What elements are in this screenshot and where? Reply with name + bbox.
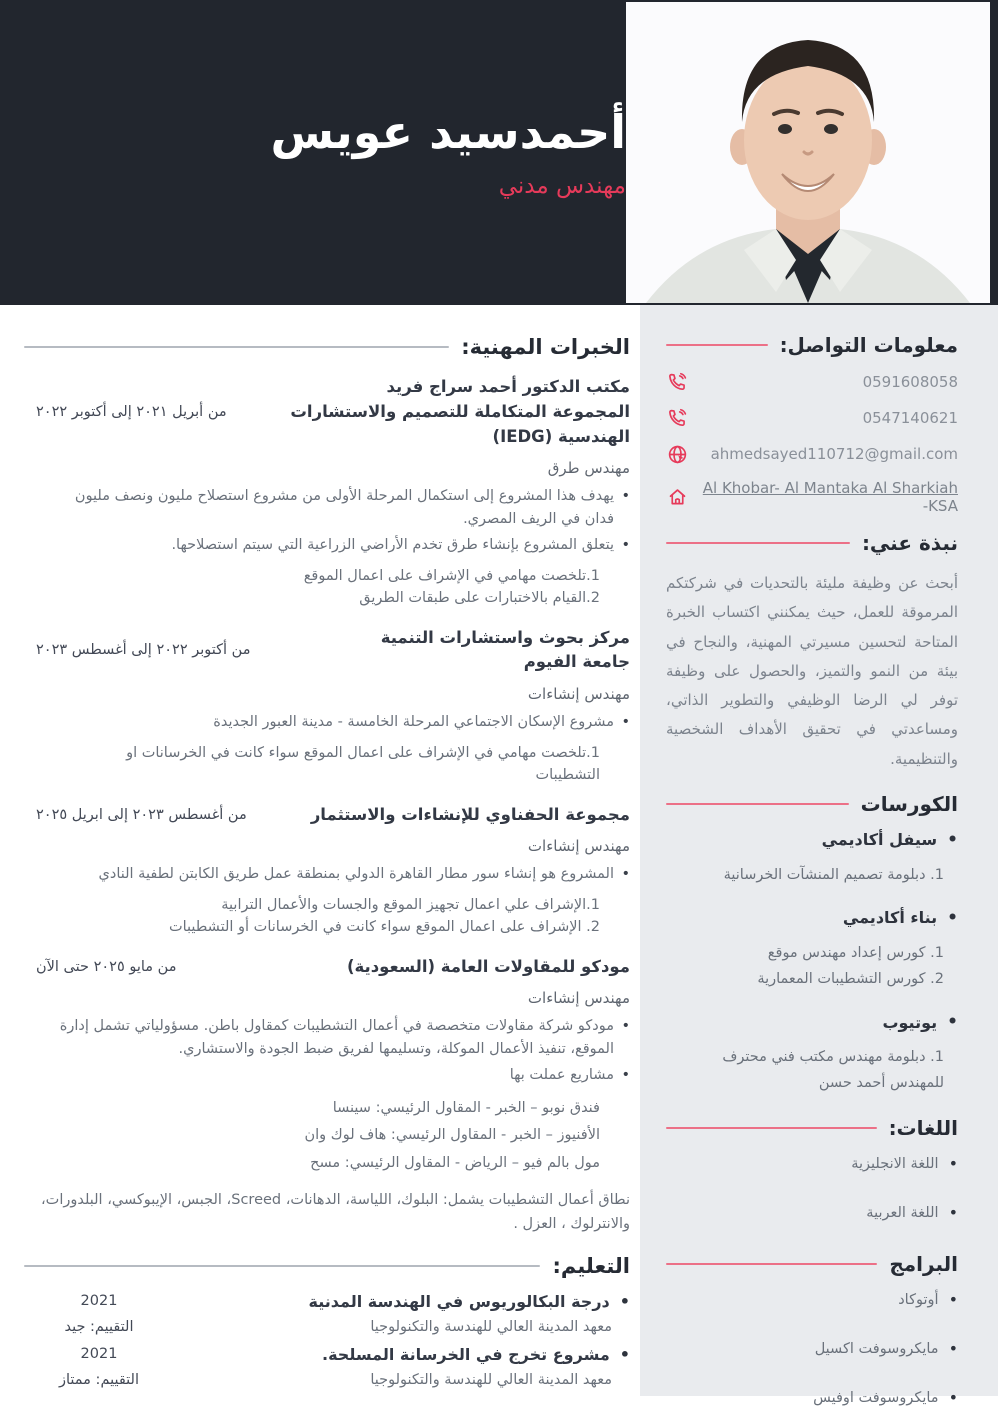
- degree-year: 2021: [80, 1346, 118, 1363]
- heading-rule: [666, 1263, 877, 1265]
- job-company: [311, 803, 630, 828]
- course-item: 1. دبلومة تصميم المنشآت الخرسانية: [723, 866, 944, 883]
- grade-label: التقييم: جيد: [64, 1318, 134, 1335]
- phone-icon: [666, 371, 688, 393]
- job-head: [24, 375, 630, 449]
- course-group-title: • سيفل أكاديمي: [666, 830, 958, 850]
- course-item: 2. كورس التشطيبات المعمارية: [757, 970, 944, 987]
- programs-heading-row: [666, 1252, 958, 1276]
- contact-heading-row: [666, 333, 958, 357]
- degree-year: 2021: [80, 1293, 118, 1310]
- education-degree-row: [24, 1292, 630, 1311]
- course-group-title: • يوتيوب: [666, 1012, 958, 1032]
- job-projects: [24, 1095, 630, 1178]
- job-bullet: • مشاريع عملت بها: [50, 1064, 630, 1086]
- job-company-line: مجموعة الحفناوي للإنشاءات والاستثمار: [310, 804, 630, 824]
- language-item: • اللغة الانجليزية: [666, 1154, 958, 1173]
- job-company-line: جامعة الفيوم: [523, 652, 630, 672]
- phone-number: 0547140621: [862, 409, 958, 427]
- job-bullet: • يهدف هذا المشروع إلى استكمال المرحلة الأولى من مشروع استصلاح مليون ونصف مليون فدان في الريف المصري.: [50, 485, 630, 530]
- course-items: [666, 940, 958, 992]
- job-duty: 2.القيام بالاختبارات على طبقات الطريق: [359, 590, 600, 607]
- program-item: • مايكروسوفت اوفيس: [666, 1388, 958, 1407]
- course-item: 1. دبلومة مهندس مكتب فني محترف للمهندس أحمد حسن: [722, 1049, 944, 1092]
- experience-heading: الخبرات المهنية:: [461, 335, 630, 359]
- job-bullet: • المشروع هو إنشاء سور مطار القاهرة الدولي بمنطقة عمل طريق الكابتن لطفية النادي: [50, 863, 630, 885]
- job-head: [24, 955, 630, 980]
- job-company-line: المجموعة المتكاملة للتصميم والاستشارات الهندسية (IEDG): [290, 401, 630, 446]
- heading-rule: [666, 542, 850, 544]
- education-entry: [24, 1345, 630, 1388]
- job-project: مول بالم فيو – الرياض - المقاول الرئيسي: مسح: [310, 1154, 600, 1171]
- job-bullet: • مشروع الإسكان الاجتماعي المرحلة الخامسة - مدينة العبور الجديدة: [50, 711, 630, 733]
- job-date: من أكتوبر ٢٠٢٢ إلى أغسطس ٢٠٢٣: [36, 642, 251, 659]
- main-column: [0, 305, 640, 1396]
- job-entry: [24, 375, 630, 610]
- contact-phone-2: [666, 407, 958, 429]
- heading-rule: [24, 1265, 540, 1267]
- courses-section: [666, 792, 958, 1096]
- person-portrait: [626, 2, 990, 303]
- education-entry: [24, 1292, 630, 1335]
- contact-email: [666, 443, 958, 465]
- education-school-row: [24, 1319, 630, 1335]
- heading-rule: [24, 346, 449, 348]
- experience-heading-row: [24, 335, 630, 359]
- course-group: [666, 908, 958, 992]
- job-company-line: مودكو للمقاولات العامة (السعودية): [346, 956, 630, 976]
- job-entry: [24, 626, 630, 787]
- sidebar: [640, 305, 998, 1406]
- languages-heading: اللغات:: [888, 1116, 958, 1141]
- job-company: [381, 626, 630, 676]
- globe-icon: [666, 443, 688, 465]
- job-bullet: • مودكو شركة مقاولات متخصصة في أعمال التشطيبات كمقاول باطن. مسؤولياتي تشمل إدارة الموقع، تنفيذ الأعمال الموكلة، وتسليمها لفريق ضبط الجودة والاستشاري.: [50, 1015, 630, 1060]
- job-bullets: [24, 711, 630, 733]
- job-duties: [24, 565, 630, 610]
- course-group-title: • بناء أكاديمي: [666, 908, 958, 928]
- job-role: مهندس طرق: [547, 459, 630, 478]
- job-company-line: مركز بحوث واستشارات التنمية: [380, 627, 630, 647]
- courses-heading-row: [666, 792, 958, 816]
- heading-rule: [666, 803, 849, 805]
- language-item: • اللغة العربية: [666, 1203, 958, 1222]
- program-item: • أوتوكاد: [666, 1290, 958, 1309]
- phone-number: 0591608058: [862, 373, 958, 391]
- contact-address: [666, 479, 958, 515]
- programs-heading: البرامج: [889, 1252, 958, 1277]
- job-entry: [24, 803, 630, 939]
- experience-section: [24, 335, 630, 1236]
- grade-label: التقييم: ممتاز: [59, 1371, 139, 1388]
- languages-heading-row: [666, 1116, 958, 1140]
- course-items: [666, 862, 958, 888]
- identity-block: [0, 0, 626, 305]
- job-company: [285, 375, 630, 449]
- school-name: معهد المدينة العالي للهندسة والتكنولوجيا: [370, 1371, 612, 1388]
- job-bullet: • يتعلق المشروع بإنشاء طرق تخدم الأراضي الزراعية التي سيتم استصلاحها.: [50, 534, 630, 556]
- address-country: -KSA: [922, 497, 958, 515]
- education-heading-row: [24, 1254, 630, 1278]
- page-body: [0, 305, 998, 1406]
- candidate-job-title: مهندس مدني: [498, 172, 626, 199]
- course-items: [666, 1044, 958, 1096]
- contact-phone-1: [666, 371, 958, 393]
- course-group: [666, 1012, 958, 1096]
- job-role: مهندس إنشاءات: [527, 989, 630, 1008]
- education-heading: التعليم:: [552, 1253, 630, 1278]
- heading-rule: [666, 344, 768, 346]
- about-section: [666, 531, 958, 774]
- job-bullets: [24, 485, 630, 556]
- course-item: 1. كورس إعداد مهندس موقع: [767, 944, 944, 961]
- job-project: فندق نوبو – الخبر - المقاول الرئيسي: سينسا: [332, 1099, 600, 1116]
- address-text: [700, 479, 958, 515]
- job-date: من مايو ٢٠٢٥ حتى الآن: [36, 959, 177, 976]
- job-bullets: [24, 1015, 630, 1086]
- job-company-line: مكتب الدكتور أحمد سراج فريد: [386, 377, 630, 396]
- job-role: مهندس إنشاءات: [527, 837, 630, 856]
- job-entry: [24, 955, 630, 1236]
- job-head: [24, 626, 630, 676]
- languages-section: [666, 1116, 958, 1222]
- profile-photo: [626, 2, 990, 303]
- job-company: [347, 955, 630, 980]
- about-heading-row: [666, 531, 958, 555]
- job-project: الأفنيوز – الخبر - المقاول الرئيسي: هاف لوك وان: [304, 1127, 600, 1144]
- address-link[interactable]: Al Khobar- Al Mantaka Al Sharkiah: [702, 479, 958, 497]
- degree-title: • درجة البكالوريوس في الهندسة المدنية: [308, 1292, 630, 1311]
- languages-list: [666, 1154, 958, 1222]
- job-scope-note: نطاق أعمال التشطيبات يشمل: البلوك، اللياسة، الدهانات، Screed، الجبس، الإيبوكسي، البلدورات، والانترلوك ، العزل .: [40, 1192, 630, 1232]
- phone-icon: [666, 407, 688, 429]
- degree-title: • مشروع تخرج في الخرسانة المسلحة.: [322, 1345, 630, 1364]
- job-date: من أغسطس ٢٠٢٣ إلى ابريل ٢٠٢٥: [36, 806, 247, 823]
- education-school-row: [24, 1372, 630, 1388]
- heading-rule: [666, 1127, 877, 1129]
- job-duty: 2. الإشراف على اعمال الموقع سواء كانت في الخرسانات أو التشطيبات: [168, 919, 600, 936]
- job-duty: 1.الإشراف علي اعمال تجهيز الموقع والجسات والأعمال الترابية: [221, 896, 600, 913]
- header: [0, 0, 998, 305]
- about-heading: نبذة عني:: [861, 531, 958, 555]
- job-duty: 1.تلخصت مهامي في الإشراف على اعمال الموقع: [303, 567, 600, 584]
- job-duty: 1.تلخصت مهامي في الإشراف على اعمال الموقع سواء كانت في الخرسانات او التشطيبات: [126, 744, 600, 784]
- job-duties: [24, 742, 630, 787]
- contact-heading: معلومات التواصل:: [779, 333, 958, 357]
- email-address: ahmedsayed110712@gmail.com: [710, 445, 958, 463]
- job-date: من أبريل ٢٠٢١ إلى أكتوبر ٢٠٢٢: [36, 404, 227, 421]
- job-duties: [24, 894, 630, 939]
- education-section: [24, 1254, 630, 1388]
- school-name: معهد المدينة العالي للهندسة والتكنولوجيا: [370, 1318, 612, 1335]
- job-bullets: [24, 863, 630, 885]
- contact-section: [666, 333, 958, 515]
- home-icon: [666, 486, 688, 508]
- courses-heading: الكورسات: [860, 791, 958, 816]
- program-item: • مايكروسوفت اكسيل: [666, 1339, 958, 1358]
- job-role: مهندس إنشاءات: [527, 685, 630, 704]
- job-head: [24, 803, 630, 828]
- about-text: أبحث عن وظيفة مليئة بالتحديات في شركتكم المرموقة للعمل، حيث يمكنني اكتساب الخبرة المتاحة لتحسين مسيرتي المهنية، والنجاح في بيئة من النمو والتميز، والحصول على وظيفة توفر لي الرضا الوظيفي والتطوير الذاتي، ومساعدتي في تحقيق الأهداف الشخصية والتنظيمية.: [666, 574, 958, 768]
- candidate-name: أحمدسيد عويس: [270, 105, 626, 160]
- programs-list: [666, 1290, 958, 1407]
- programs-section: [666, 1252, 958, 1407]
- course-group: [666, 830, 958, 888]
- education-degree-row: [24, 1345, 630, 1364]
